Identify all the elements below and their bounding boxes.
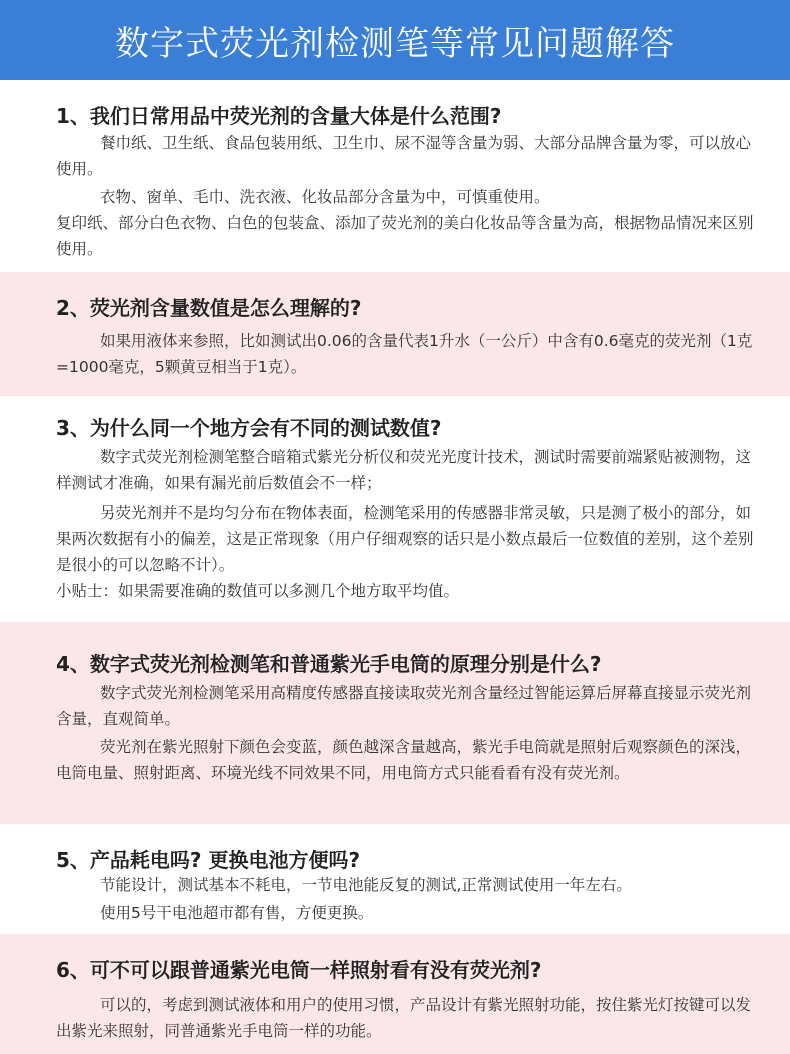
faq-question-3: 3、为什么同一个地方会有不同的测试数值? — [56, 416, 442, 440]
faq-answer-3-1: 数字式荧光剂检测笔整合暗箱式紫光分析仪和荧光光度计技术，测试时需要前端紧贴被测物，这样测试才准确，如果有漏光前后数值会不一样； — [56, 448, 752, 492]
page-title: 数字式荧光剂检测笔等常见问题解答 — [115, 23, 675, 64]
faq-section-1 — [0, 80, 790, 272]
faq-answer-1-3: 复印纸、部分白色衣物、白色的包装盒、添加了荧光剂的美白化妆品等含量为高，根据物品情况来区别使用。 — [56, 214, 754, 258]
faq-answer-3-3: 小贴士：如果需要准确的数值可以多测几个地方取平均值。 — [56, 582, 460, 600]
faq-answer-5-2: 使用5号干电池超市都有售，方便更换。 — [100, 904, 374, 922]
faq-section-6 — [0, 934, 790, 1054]
faq-answer-1-2: 衣物、窗单、毛巾、洗衣液、化妆品部分含量为中，可慎重使用。 — [100, 188, 550, 206]
faq-answer-5-1: 节能设计，测试基本不耗电，一节电池能反复的测试,正常测试使用一年左右。 — [100, 876, 632, 894]
faq-answer-1-1: 餐巾纸、卫生纸、食品包装用纸、卫生巾、尿不湿等含量为弱、大部分品牌含量为零，可以放心使用。 — [56, 134, 752, 178]
faq-section-3 — [0, 396, 790, 622]
faq-answer-4-2: 荧光剂在紫光照射下颜色会变蓝，颜色越深含量越高，紫光手电筒就是照射后观察颜色的深浅，电筒电量、照射距离、环境光线不同效果不同，用电筒方式只能看看有没有荧光剂。 — [56, 738, 752, 782]
faq-answer-2-1: 如果用液体来参照，比如测试出0.06的含量代表1升水（一公斤）中含有0.6毫克的荧光剂（1克=1000毫克，5颗黄豆相当于1克）。 — [56, 332, 753, 376]
faq-answer-6-1: 可以的，考虑到测试液体和用户的使用习惯，产品设计有紫光照射功能，按住紫光灯按键可以发出紫光来照射，同普通紫光手电筒一样的功能。 — [56, 996, 752, 1040]
faq-question-4: 4、数字式荧光剂检测笔和普通紫光手电筒的原理分别是什么? — [56, 652, 602, 676]
faq-section-5 — [0, 824, 790, 934]
faq-section-4 — [0, 622, 790, 824]
page-header — [0, 0, 790, 80]
faq-question-6: 6、可不可以跟普通紫光电筒一样照射看有没有荧光剂? — [56, 958, 542, 982]
faq-question-2: 2、荧光剂含量数值是怎么理解的? — [56, 296, 362, 320]
faq-section-2 — [0, 272, 790, 396]
faq-answer-4-1: 数字式荧光剂检测笔采用高精度传感器直接读取荧光剂含量经过智能运算后屏幕直接显示荧光剂含量，直观简单。 — [56, 684, 752, 728]
faq-answer-3-2: 另荧光剂并不是均匀分布在物体表面，检测笔采用的传感器非常灵敏，只是测了极小的部分，如果两次数据有小的偏差，这是正常现象（用户仔细观察的话只是小数点最后一位数值的差别，这个差别是很小的可以忽略不计）。 — [56, 504, 754, 574]
faq-question-1: 1、我们日常用品中荧光剂的含量大体是什么范围? — [56, 104, 502, 128]
faq-question-5: 5、产品耗电吗? 更换电池方便吗? — [56, 848, 361, 872]
